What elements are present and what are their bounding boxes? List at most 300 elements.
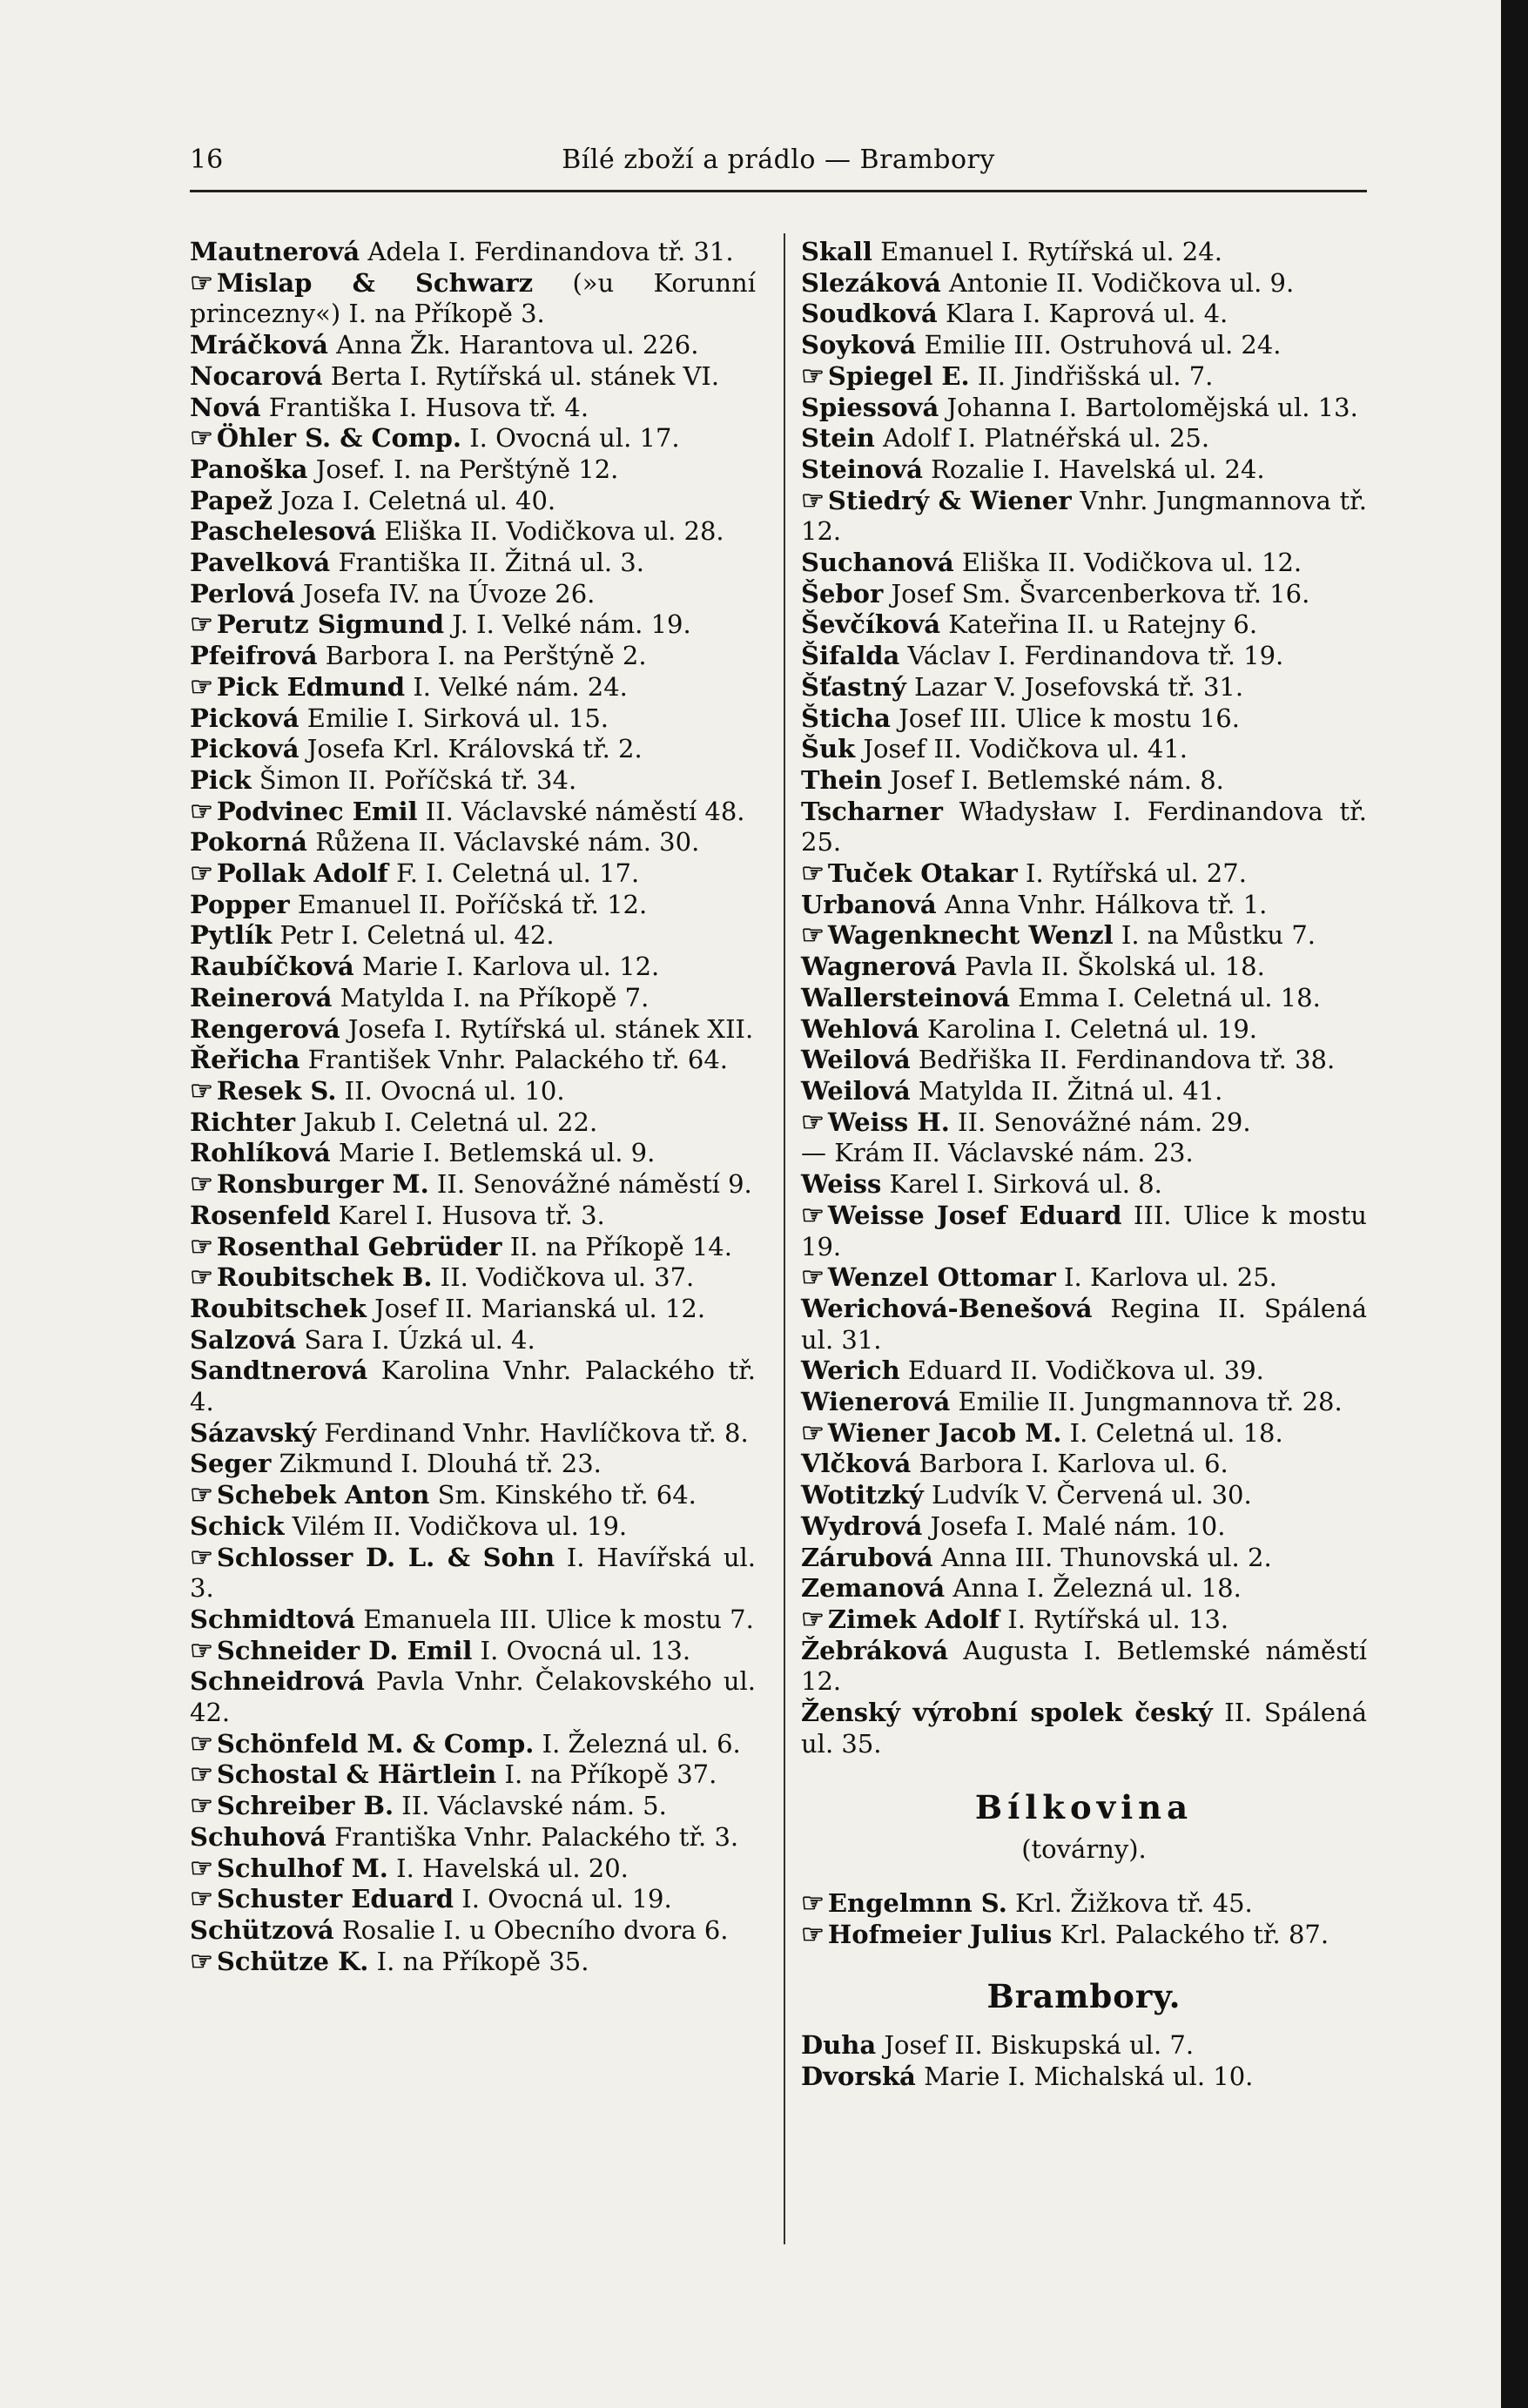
directory-entry bbox=[801, 299, 1367, 330]
page-number: 16 bbox=[190, 145, 224, 175]
entry-name: Pytlík bbox=[190, 920, 273, 951]
pointing-hand-icon: ☞ bbox=[801, 485, 825, 516]
directory-entry bbox=[801, 1511, 1367, 1543]
entry-name: Schuster Eduard bbox=[216, 1884, 454, 1914]
entry-name: Tscharner bbox=[801, 796, 943, 826]
directory-entry bbox=[190, 1947, 756, 1978]
directory-entry bbox=[801, 579, 1367, 610]
entry-address: Šimon II. Poříčská tř. 34. bbox=[259, 764, 577, 795]
entry-address: II. Jindřišská ul. 7. bbox=[977, 360, 1214, 391]
entry-name: Schlosser D. L. & Sohn bbox=[216, 1542, 555, 1572]
pointing-hand-icon: ☞ bbox=[801, 1106, 825, 1138]
directory-entry bbox=[801, 486, 1367, 548]
entry-name: Mautnerová bbox=[190, 237, 360, 266]
directory-entry bbox=[190, 1107, 756, 1139]
entry-address: Klara I. Kaprová ul. 4. bbox=[945, 299, 1228, 329]
directory-entry bbox=[190, 641, 756, 672]
entry-name: Šticha bbox=[801, 703, 891, 733]
entry-name: Engelmnn S. bbox=[827, 1887, 1007, 1918]
entry-address: F. I. Celetná ul. 17. bbox=[396, 858, 640, 889]
entry-name: Rengerová bbox=[190, 1013, 340, 1044]
directory-entry bbox=[190, 1511, 756, 1543]
directory-entry bbox=[190, 1543, 756, 1604]
entry-address: Josef II. Vodičkova ul. 41. bbox=[863, 734, 1188, 764]
pointing-hand-icon: ☞ bbox=[190, 1542, 213, 1573]
pointing-hand-icon: ☞ bbox=[801, 1262, 825, 1294]
directory-entry bbox=[190, 734, 756, 765]
entry-address: Kateřina II. u Ratejny 6. bbox=[948, 609, 1258, 640]
directory-entry bbox=[190, 548, 756, 579]
pointing-hand-icon: ☞ bbox=[190, 1759, 213, 1791]
entry-address: Františka Vnhr. Palackého tř. 3. bbox=[334, 1821, 739, 1852]
entry-name: Pfeifrová bbox=[190, 641, 318, 671]
entry-address: I. Velké nám. 24. bbox=[413, 671, 628, 702]
entry-address: Karel I. Sirková ul. 8. bbox=[889, 1169, 1162, 1200]
entry-name: Wagenknecht Wenzl bbox=[827, 920, 1114, 951]
entry-address: Josef. I. na Perštýně 12. bbox=[315, 454, 619, 484]
pointing-hand-icon: ☞ bbox=[190, 1946, 213, 1977]
entry-address: Emanuela III. Ulice k mostu 7. bbox=[363, 1604, 754, 1634]
entry-name: Dvorská bbox=[801, 2061, 916, 2091]
directory-entry bbox=[190, 1169, 756, 1201]
entry-address: I. Železná ul. 6. bbox=[542, 1728, 741, 1759]
entry-address: Ludvík V. Červená ul. 30. bbox=[932, 1480, 1252, 1510]
entry-name: Podvinec Emil bbox=[216, 796, 418, 826]
entry-address: I. Rytířská ul. 27. bbox=[1026, 858, 1247, 889]
directory-entry bbox=[190, 579, 756, 610]
entry-name: Soudková bbox=[801, 299, 938, 329]
entry-address: I. Havelská ul. 20. bbox=[396, 1853, 629, 1883]
directory-entry bbox=[801, 1201, 1367, 1262]
directory-entry bbox=[190, 330, 756, 361]
entry-name: Thein bbox=[801, 764, 883, 795]
directory-entry bbox=[190, 1853, 756, 1885]
entry-name: Duha bbox=[801, 2029, 877, 2060]
entry-name: Schostal & Härtlein bbox=[216, 1759, 497, 1790]
directory-entry bbox=[190, 1138, 756, 1169]
entry-name: Schebek Anton bbox=[216, 1480, 430, 1510]
entry-name: Wotitzký bbox=[801, 1480, 924, 1510]
entry-name: Zimek Adolf bbox=[827, 1604, 1000, 1634]
directory-entry bbox=[190, 920, 756, 952]
entry-name: Mislap & Schwarz bbox=[216, 267, 534, 298]
entry-address: I. Ovocná ul. 19. bbox=[461, 1884, 672, 1914]
directory-entry bbox=[190, 1262, 756, 1294]
directory-entry bbox=[801, 1636, 1367, 1698]
entry-name: Richter bbox=[190, 1106, 295, 1137]
entry-name: Šťastný bbox=[801, 671, 906, 702]
entry-address: Eliška II. Vodičkova ul. 12. bbox=[961, 548, 1303, 578]
entry-name: Schütze K. bbox=[216, 1946, 369, 1976]
entry-address: I. Karlova ul. 25. bbox=[1064, 1262, 1277, 1293]
entry-address: II. Václavské náměstí 48. bbox=[425, 796, 745, 826]
directory-entry bbox=[801, 1262, 1367, 1294]
directory-entry bbox=[801, 1107, 1367, 1139]
entry-name: Roubitschek bbox=[190, 1293, 367, 1323]
entry-name: Vlčková bbox=[801, 1449, 912, 1479]
directory-entry bbox=[801, 2030, 1367, 2062]
entry-address: Anna I. Železná ul. 18. bbox=[952, 1573, 1242, 1604]
pointing-hand-icon: ☞ bbox=[190, 1169, 213, 1201]
directory-entry bbox=[801, 2062, 1367, 2093]
pointing-hand-icon: ☞ bbox=[190, 671, 213, 703]
entry-address: Eliška II. Vodičkova ul. 28. bbox=[384, 516, 724, 547]
entry-name: Stein bbox=[801, 423, 875, 454]
pointing-hand-icon: ☞ bbox=[801, 1417, 825, 1449]
header-rule bbox=[190, 190, 1367, 192]
entry-name: Weisse Josef Eduard bbox=[827, 1200, 1122, 1230]
directory-entry bbox=[190, 1325, 756, 1356]
directory-entry bbox=[801, 1888, 1367, 1920]
entry-name: Spiegel E. bbox=[827, 360, 970, 391]
entry-address: Václav I. Ferdinandova tř. 19. bbox=[907, 641, 1284, 671]
directory-entry bbox=[190, 827, 756, 858]
entry-name: Picková bbox=[190, 703, 300, 733]
entry-address: Karel I. Husova tř. 3. bbox=[338, 1200, 605, 1230]
pointing-hand-icon: ☞ bbox=[190, 423, 213, 454]
entry-address: Marie I. Karlova ul. 12. bbox=[361, 952, 660, 982]
entry-name: Schönfeld M. & Comp. bbox=[216, 1728, 535, 1759]
pointing-hand-icon: ☞ bbox=[190, 1480, 213, 1511]
pointing-hand-icon: ☞ bbox=[190, 858, 213, 890]
bilkovina-entries bbox=[801, 1888, 1367, 1950]
entry-address: Adolf I. Platnéřská ul. 25. bbox=[883, 423, 1210, 454]
entry-address: I. Havířská ul. 3. bbox=[190, 1542, 756, 1604]
entry-address: Josef II. Marianská ul. 12. bbox=[374, 1293, 706, 1323]
directory-entry bbox=[190, 983, 756, 1014]
pointing-hand-icon: ☞ bbox=[190, 796, 213, 827]
directory-entry bbox=[801, 330, 1367, 361]
directory-entry bbox=[190, 1636, 756, 1667]
directory-entry bbox=[801, 237, 1367, 268]
entry-address: Josef III. Ulice k mostu 16. bbox=[899, 703, 1240, 733]
entry-address: Zikmund I. Dlouhá tř. 23. bbox=[279, 1449, 602, 1479]
entry-name: Nová bbox=[190, 392, 261, 422]
pointing-hand-icon: ☞ bbox=[190, 1075, 213, 1106]
entry-address: Lazar V. Josefovská tř. 31. bbox=[914, 671, 1244, 702]
entry-address: Eduard II. Vodičkova ul. 39. bbox=[907, 1355, 1264, 1386]
entry-name: Žebráková bbox=[801, 1635, 949, 1665]
entry-name: Ševčíková bbox=[801, 609, 940, 640]
entry-address: Barbora I. Karlova ul. 6. bbox=[919, 1449, 1228, 1479]
entry-name: Schneider D. Emil bbox=[216, 1635, 473, 1665]
directory-entry bbox=[190, 703, 756, 735]
directory-entry bbox=[190, 1791, 756, 1822]
directory-entry bbox=[801, 1698, 1367, 1759]
entry-address: Josef Sm. Švarcenberkova tř. 16. bbox=[891, 578, 1310, 609]
entry-address: Anna Žk. Harantova ul. 226. bbox=[336, 330, 699, 360]
entry-address: Krl. Palackého tř. 87. bbox=[1060, 1919, 1329, 1949]
directory-entry bbox=[190, 1294, 756, 1325]
entry-address: Emanuel II. Poříčská tř. 12. bbox=[297, 889, 648, 919]
entry-address: Josef I. Betlemské nám. 8. bbox=[890, 764, 1224, 795]
entry-name: Ženský výrobní spolek český bbox=[801, 1698, 1213, 1728]
directory-entry bbox=[190, 454, 756, 486]
directory-entry bbox=[801, 890, 1367, 921]
entry-address: Ferdinand Vnhr. Havlíčkova tř. 8. bbox=[324, 1417, 749, 1448]
entry-address: — Krám II. Václavské nám. 23. bbox=[801, 1138, 1194, 1168]
directory-entry bbox=[190, 516, 756, 548]
entry-name: Werich bbox=[801, 1355, 900, 1386]
entry-name: Schick bbox=[190, 1510, 285, 1541]
entry-name: Sázavský bbox=[190, 1417, 317, 1448]
directory-entry bbox=[801, 1045, 1367, 1076]
entry-address: Regina II. Spálená ul. 31. bbox=[801, 1293, 1368, 1355]
entry-address: Władysław I. Ferdinandova tř. 25. bbox=[801, 796, 1367, 858]
directory-entry bbox=[801, 765, 1367, 797]
entry-address: II. Vodičkova ul. 37. bbox=[440, 1262, 695, 1293]
entry-name: Panoška bbox=[190, 454, 308, 484]
directory-entry bbox=[190, 858, 756, 890]
entry-address: Adela I. Ferdinandova tř. 31. bbox=[367, 237, 734, 266]
entry-address: Josefa IV. na Úvoze 26. bbox=[302, 578, 596, 609]
right-column bbox=[801, 237, 1367, 2092]
directory-entry bbox=[190, 1355, 756, 1417]
directory-entry bbox=[190, 237, 756, 268]
entry-address: III. Ulice k mostu 19. bbox=[801, 1200, 1367, 1261]
directory-entry bbox=[190, 1232, 756, 1263]
entry-name: Seger bbox=[190, 1449, 272, 1479]
brambory-entries bbox=[801, 2030, 1367, 2092]
entry-name: Šebor bbox=[801, 578, 884, 609]
entry-address: I. Ovocná ul. 17. bbox=[469, 423, 680, 454]
directory-entry bbox=[801, 858, 1367, 890]
entry-name: Nocarová bbox=[190, 360, 323, 391]
entry-name: Schneidrová bbox=[190, 1666, 365, 1697]
directory-entry bbox=[801, 1138, 1367, 1169]
entry-address: Petr I. Celetná ul. 42. bbox=[279, 920, 555, 951]
entry-name: Slezáková bbox=[801, 267, 941, 298]
entry-address: I. na Příkopě 37. bbox=[504, 1759, 717, 1790]
section-subtitle-bilkovina: (továrny). bbox=[1021, 1834, 1147, 1865]
entry-address: II. Ovocná ul. 10. bbox=[344, 1075, 565, 1106]
directory-entry bbox=[190, 423, 756, 454]
entry-name: Roubitschek B. bbox=[216, 1262, 433, 1293]
directory-entry bbox=[190, 486, 756, 517]
pointing-hand-icon: ☞ bbox=[190, 1262, 213, 1294]
entry-address: Berta I. Rytířská ul. stánek VI. bbox=[330, 360, 720, 391]
entry-name: Wagnerová bbox=[801, 952, 957, 982]
entry-name: Tuček Otakar bbox=[827, 858, 1018, 889]
directory-entry bbox=[801, 1920, 1367, 1951]
pointing-hand-icon: ☞ bbox=[190, 1791, 213, 1822]
directory-entry bbox=[801, 703, 1367, 735]
entry-address: II. Senovážné náměstí 9. bbox=[436, 1169, 752, 1200]
entry-address: Antonie II. Vodičkova ul. 9. bbox=[948, 267, 1295, 298]
entry-address: J. I. Velké nám. 19. bbox=[452, 609, 691, 640]
entry-address: Vnhr. Jungmannova tř. 12. bbox=[801, 485, 1367, 547]
entry-name: Pokorná bbox=[190, 827, 307, 858]
entry-address: II. na Příkopě 14. bbox=[509, 1231, 732, 1261]
entry-address: Bedřiška II. Ferdinandova tř. 38. bbox=[918, 1045, 1336, 1075]
entry-name: Steinová bbox=[801, 454, 923, 484]
entry-name: Zárubová bbox=[801, 1542, 933, 1572]
entry-name: Stiedrý & Wiener bbox=[827, 485, 1072, 515]
directory-entry bbox=[190, 1666, 756, 1728]
entry-address: Joza I. Celetná ul. 40. bbox=[280, 485, 556, 515]
entry-address: Krl. Žižkova tř. 45. bbox=[1015, 1887, 1253, 1918]
directory-entry bbox=[190, 952, 756, 983]
entry-name: Salzová bbox=[190, 1324, 297, 1355]
directory-entry bbox=[801, 268, 1367, 299]
directory-entry bbox=[801, 1169, 1367, 1201]
entry-address: Rosalie I. u Obecního dvora 6. bbox=[341, 1914, 729, 1945]
entry-address: I. na Příkopě 35. bbox=[376, 1946, 589, 1976]
entry-name: Rosenfeld bbox=[190, 1200, 331, 1230]
entry-name: Wehlová bbox=[801, 1013, 919, 1044]
directory-entry bbox=[801, 672, 1367, 703]
pointing-hand-icon: ☞ bbox=[801, 920, 825, 952]
entry-name: Reinerová bbox=[190, 982, 333, 1012]
entry-address: Sara I. Úzká ul. 4. bbox=[304, 1324, 535, 1355]
directory-entry bbox=[801, 1604, 1367, 1636]
entry-address: Karolina Vnhr. Palackého tř. 4. bbox=[190, 1355, 756, 1417]
entry-address: Matylda I. na Příkopě 7. bbox=[340, 982, 650, 1012]
directory-entry bbox=[801, 1294, 1367, 1355]
entry-address: II. Senovážné nám. 29. bbox=[958, 1106, 1251, 1137]
directory-entry bbox=[190, 1915, 756, 1947]
entry-address: Barbora I. na Perštýně 2. bbox=[325, 641, 647, 671]
pointing-hand-icon: ☞ bbox=[190, 609, 213, 641]
entry-name: Pollak Adolf bbox=[216, 858, 388, 889]
entry-name: Skall bbox=[801, 237, 872, 266]
directory-entry bbox=[190, 765, 756, 797]
entry-name: Wienerová bbox=[801, 1387, 951, 1417]
entry-name: Mráčková bbox=[190, 330, 328, 360]
directory-entry bbox=[190, 1729, 756, 1760]
entry-name: Urbanová bbox=[801, 889, 937, 919]
entry-name: Suchanová bbox=[801, 548, 954, 578]
directory-entry bbox=[801, 1480, 1367, 1511]
directory-entry bbox=[190, 890, 756, 921]
directory-entry bbox=[801, 609, 1367, 641]
entry-name: Schulhof M. bbox=[216, 1853, 388, 1883]
entry-address: Sm. Kinského tř. 64. bbox=[437, 1480, 697, 1510]
entry-address: Anna Vnhr. Hálkova tř. 1. bbox=[944, 889, 1268, 919]
directory-entry bbox=[190, 268, 756, 330]
entry-name: Wenzel Ottomar bbox=[827, 1262, 1056, 1293]
entry-address: Františka II. Žitná ul. 3. bbox=[338, 548, 644, 578]
entry-name: Schuhová bbox=[190, 1821, 326, 1852]
entry-name: Pick bbox=[190, 764, 252, 795]
entry-address: Josefa I. Rytířská ul. stánek XII. bbox=[347, 1013, 754, 1044]
pointing-hand-icon: ☞ bbox=[190, 1853, 213, 1884]
directory-entry bbox=[801, 952, 1367, 983]
entry-name: Weilová bbox=[801, 1045, 911, 1075]
entry-address: Matylda II. Žitná ul. 41. bbox=[918, 1075, 1223, 1106]
directory-entry bbox=[190, 672, 756, 703]
directory-entry bbox=[801, 983, 1367, 1014]
directory-entry bbox=[190, 1076, 756, 1107]
entry-name: Rohlíková bbox=[190, 1138, 331, 1168]
entry-name: Schützová bbox=[190, 1914, 334, 1945]
entry-name: Weilová bbox=[801, 1075, 911, 1106]
entry-name: Pavelková bbox=[190, 548, 331, 578]
entry-name: Soyková bbox=[801, 330, 917, 360]
entry-address: Karolina I. Celetná ul. 19. bbox=[926, 1013, 1258, 1044]
entry-name: Weiss bbox=[801, 1169, 882, 1200]
directory-entry bbox=[190, 361, 756, 393]
entry-name: Řeřicha bbox=[190, 1045, 300, 1075]
entry-name: Wydrová bbox=[801, 1510, 923, 1541]
entry-address: Anna III. Thunovská ul. 2. bbox=[940, 1542, 1272, 1572]
pointing-hand-icon: ☞ bbox=[801, 1887, 825, 1919]
entry-name: Pick Edmund bbox=[216, 671, 406, 702]
entry-name: Ronsburger M. bbox=[216, 1169, 429, 1200]
entry-name: Raubíčková bbox=[190, 952, 354, 982]
entry-address: Josef II. Biskupská ul. 7. bbox=[884, 2029, 1195, 2060]
entry-address: II. Václavské nám. 5. bbox=[401, 1791, 667, 1821]
entry-address: Vilém II. Vodičkova ul. 19. bbox=[292, 1510, 628, 1541]
entry-name: Rosenthal Gebrüder bbox=[216, 1231, 502, 1261]
left-column bbox=[190, 237, 756, 1977]
entry-address: Emilie II. Jungmannova tř. 28. bbox=[958, 1387, 1343, 1417]
directory-entry bbox=[801, 734, 1367, 765]
entry-name: Popper bbox=[190, 889, 290, 919]
entry-address: Rozalie I. Havelská ul. 24. bbox=[931, 454, 1265, 484]
entry-address: Josefa I. Malé nám. 10. bbox=[930, 1510, 1226, 1541]
entry-name: Schmidtová bbox=[190, 1604, 356, 1634]
pointing-hand-icon: ☞ bbox=[190, 1728, 213, 1759]
entry-name: Papež bbox=[190, 485, 273, 515]
entry-address: František Vnhr. Palackého tř. 64. bbox=[307, 1045, 729, 1075]
directory-entry bbox=[801, 548, 1367, 579]
entry-name: Perlová bbox=[190, 578, 295, 609]
directory-entry bbox=[190, 1201, 756, 1232]
pointing-hand-icon: ☞ bbox=[801, 1919, 825, 1950]
entry-address: Marie I. Michalská ul. 10. bbox=[924, 2061, 1254, 2091]
entry-name: Paschelesová bbox=[190, 516, 377, 547]
pointing-hand-icon: ☞ bbox=[190, 1231, 213, 1262]
directory-entry bbox=[801, 641, 1367, 672]
entry-address: I. Rytířská ul. 13. bbox=[1007, 1604, 1229, 1634]
entry-address: Pavla Vnhr. Čelakovského ul. 42. bbox=[190, 1666, 756, 1728]
entry-address: Františka I. Husova tř. 4. bbox=[268, 392, 589, 422]
entry-address: Johanna I. Bartolomějská ul. 13. bbox=[946, 392, 1358, 422]
pointing-hand-icon: ☞ bbox=[801, 1200, 825, 1231]
entry-name: Schreiber B. bbox=[216, 1791, 394, 1821]
directory-entry bbox=[190, 1045, 756, 1076]
right-column-entries bbox=[801, 237, 1367, 1759]
pointing-hand-icon: ☞ bbox=[190, 267, 213, 299]
entry-name: Šifalda bbox=[801, 641, 900, 671]
pointing-hand-icon: ☞ bbox=[190, 1635, 213, 1666]
entry-name: Resek S. bbox=[216, 1075, 337, 1106]
entry-name: Perutz Sigmund bbox=[216, 609, 445, 640]
entry-address: Emma I. Celetná ul. 18. bbox=[1018, 982, 1321, 1012]
page-edge-strip bbox=[1501, 0, 1528, 2408]
directory-entry bbox=[801, 1387, 1367, 1418]
directory-entry bbox=[190, 797, 756, 828]
directory-entry bbox=[801, 1014, 1367, 1046]
directory-entry bbox=[801, 920, 1367, 952]
directory-entry bbox=[190, 1014, 756, 1046]
entry-address: Marie I. Betlemská ul. 9. bbox=[338, 1138, 656, 1168]
entry-address: Emilie III. Ostruhová ul. 24. bbox=[924, 330, 1282, 360]
directory-entry bbox=[801, 1418, 1367, 1450]
entry-name: Šuk bbox=[801, 734, 856, 764]
directory-entry bbox=[190, 393, 756, 424]
directory-entry bbox=[801, 1355, 1367, 1387]
directory-entry bbox=[190, 1604, 756, 1636]
page-header bbox=[190, 145, 1367, 183]
directory-entry bbox=[801, 454, 1367, 486]
directory-entry bbox=[190, 1418, 756, 1450]
directory-entry bbox=[190, 1480, 756, 1511]
pointing-hand-icon: ☞ bbox=[801, 858, 825, 890]
directory-entry bbox=[801, 1573, 1367, 1604]
entry-name: Spiessová bbox=[801, 392, 939, 422]
